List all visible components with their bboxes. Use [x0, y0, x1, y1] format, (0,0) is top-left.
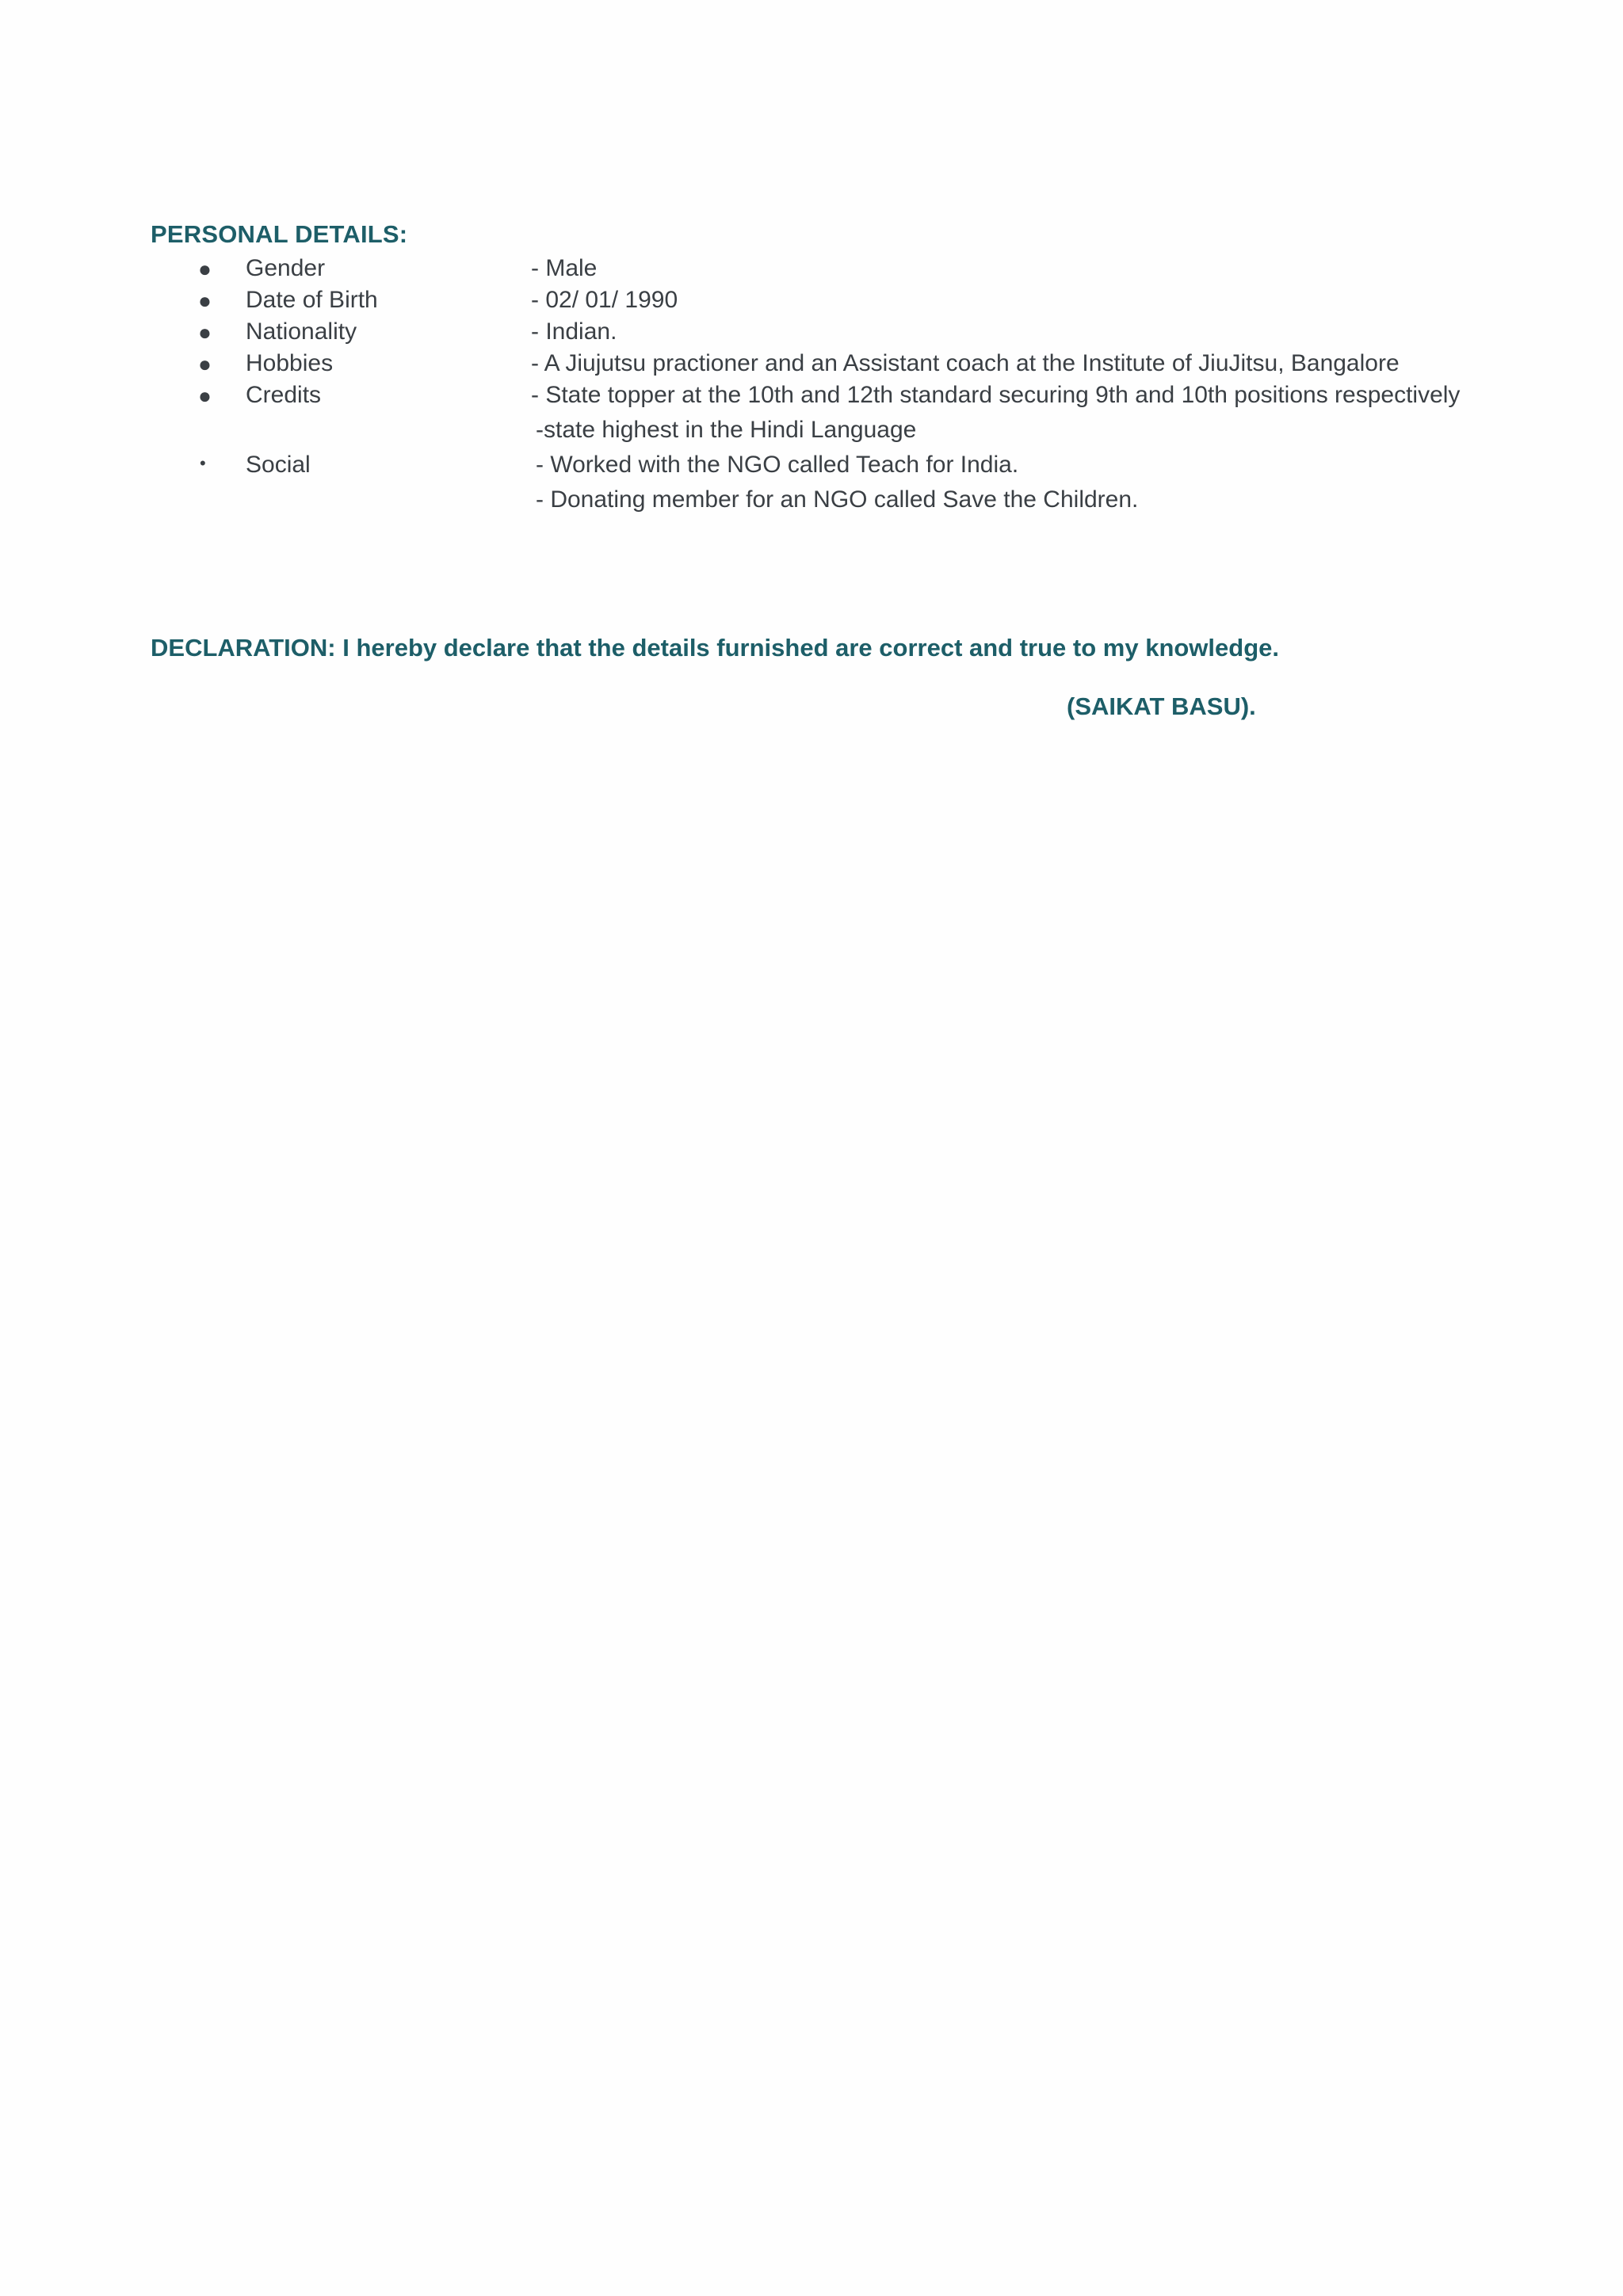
bullet-icon: ● [198, 288, 212, 313]
bullet-icon: ● [198, 383, 212, 408]
bullet-icon: • [200, 453, 206, 473]
detail-value-date-of-birth: - 02/ 01/ 1990 [531, 287, 678, 313]
detail-label-date-of-birth: Date of Birth [246, 287, 378, 313]
detail-value-social-line-1: - Worked with the NGO called Teach for India. [536, 452, 1019, 478]
detail-label-social: Social [246, 452, 311, 478]
detail-value-hobbies: - A Jiujutsu practioner and an Assistant coach at the Institute of JiuJitsu, Bangalore [531, 350, 1400, 376]
personal-details-heading: PERSONAL DETAILS: [151, 220, 408, 248]
signature-name: (SAIKAT BASU). [1067, 692, 1256, 720]
detail-label-credits: Credits [246, 382, 322, 408]
bullet-icon: ● [198, 320, 212, 345]
detail-value-nationality: - Indian. [531, 318, 617, 345]
declaration-statement: DECLARATION: I hereby declare that the details furnished are correct and true to my knowledge. [151, 634, 1280, 662]
detail-value-gender: - Male [531, 255, 598, 281]
detail-label-hobbies: Hobbies [246, 350, 334, 376]
detail-label-gender: Gender [246, 255, 326, 281]
detail-value-credits-line-1: - State topper at the 10th and 12th standard securing 9th and 10th positions respectively [531, 382, 1461, 408]
detail-value-credits-line-2: -state highest in the Hindi Language [536, 417, 917, 443]
detail-value-social-line-2: - Donating member for an NGO called Save the Children. [536, 486, 1139, 513]
bullet-icon: ● [198, 352, 212, 376]
bullet-icon: ● [198, 257, 212, 281]
detail-label-nationality: Nationality [246, 318, 357, 345]
